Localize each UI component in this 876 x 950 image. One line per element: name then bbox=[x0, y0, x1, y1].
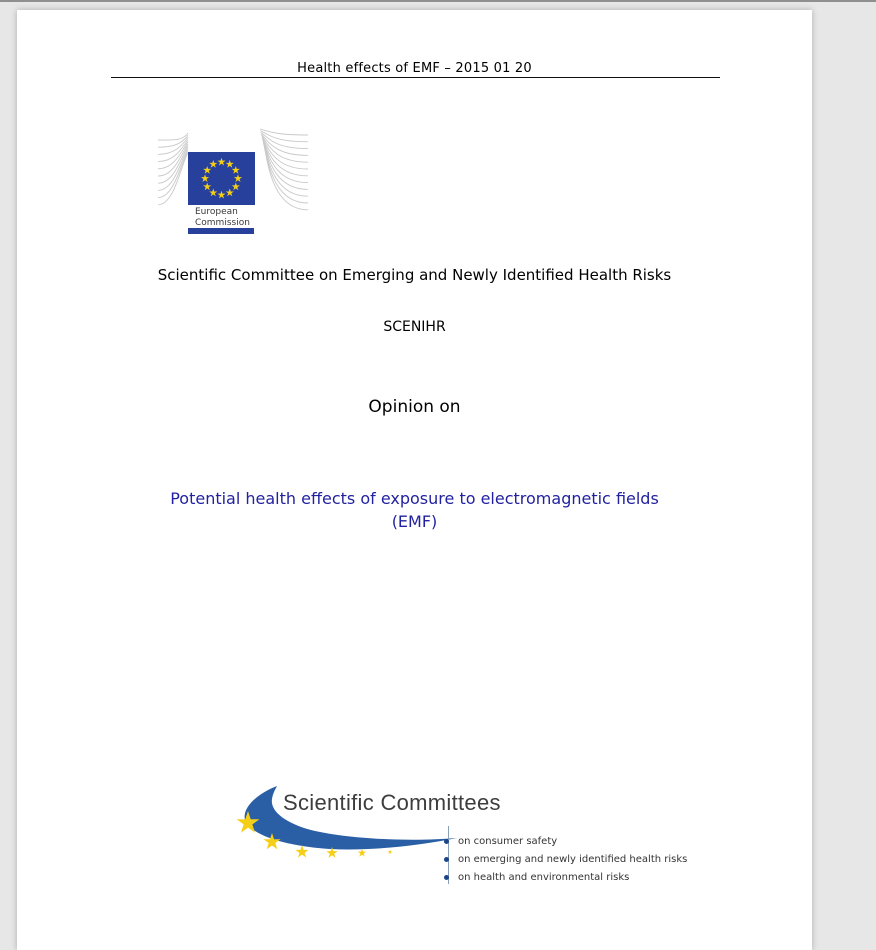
committee-list-item bbox=[444, 850, 687, 868]
committee-item-label: on health and environmental risks bbox=[458, 871, 630, 883]
swoosh-stars-icon bbox=[205, 770, 465, 890]
bullet-dot-icon bbox=[444, 839, 449, 844]
institution-name-line2: Commission bbox=[195, 218, 250, 228]
document-title-line2: (EMF) bbox=[391, 512, 438, 531]
european-commission-logo bbox=[158, 126, 328, 246]
eu-logo-blue-bar bbox=[188, 228, 254, 234]
bullet-dot-icon bbox=[444, 857, 449, 862]
bullet-dot-icon bbox=[444, 875, 449, 880]
committee-list-item bbox=[444, 868, 687, 886]
committee-item-label: on emerging and newly identified health risks bbox=[458, 853, 688, 865]
footer-logo-title: Scientific Committees bbox=[283, 790, 501, 815]
eu-logo-lines-left-icon bbox=[158, 130, 189, 210]
document-page bbox=[17, 10, 812, 950]
document-title-line1: Potential health effects of exposure to electromagnetic fields bbox=[170, 489, 659, 508]
committee-list-item bbox=[444, 832, 687, 850]
committee-acronym: SCENIHR bbox=[383, 319, 446, 335]
eu-logo-institution-name bbox=[195, 207, 250, 229]
committee-name: Scientific Committee on Emerging and Newly Identified Health Risks bbox=[157, 266, 672, 284]
document-title bbox=[17, 487, 812, 533]
institution-name-line1: European bbox=[195, 207, 238, 217]
scientific-committees-logo bbox=[205, 770, 725, 910]
committee-list bbox=[444, 832, 687, 886]
eu-logo-lines-right-icon bbox=[258, 127, 308, 215]
committee-item-label: on consumer safety bbox=[458, 835, 558, 847]
header-rule bbox=[111, 77, 720, 78]
running-header: Health effects of EMF – 2015 01 20 bbox=[297, 61, 532, 76]
opinion-label: Opinion on bbox=[368, 397, 461, 417]
viewport-top-border bbox=[0, 0, 876, 2]
eu-flag-icon bbox=[188, 152, 255, 205]
